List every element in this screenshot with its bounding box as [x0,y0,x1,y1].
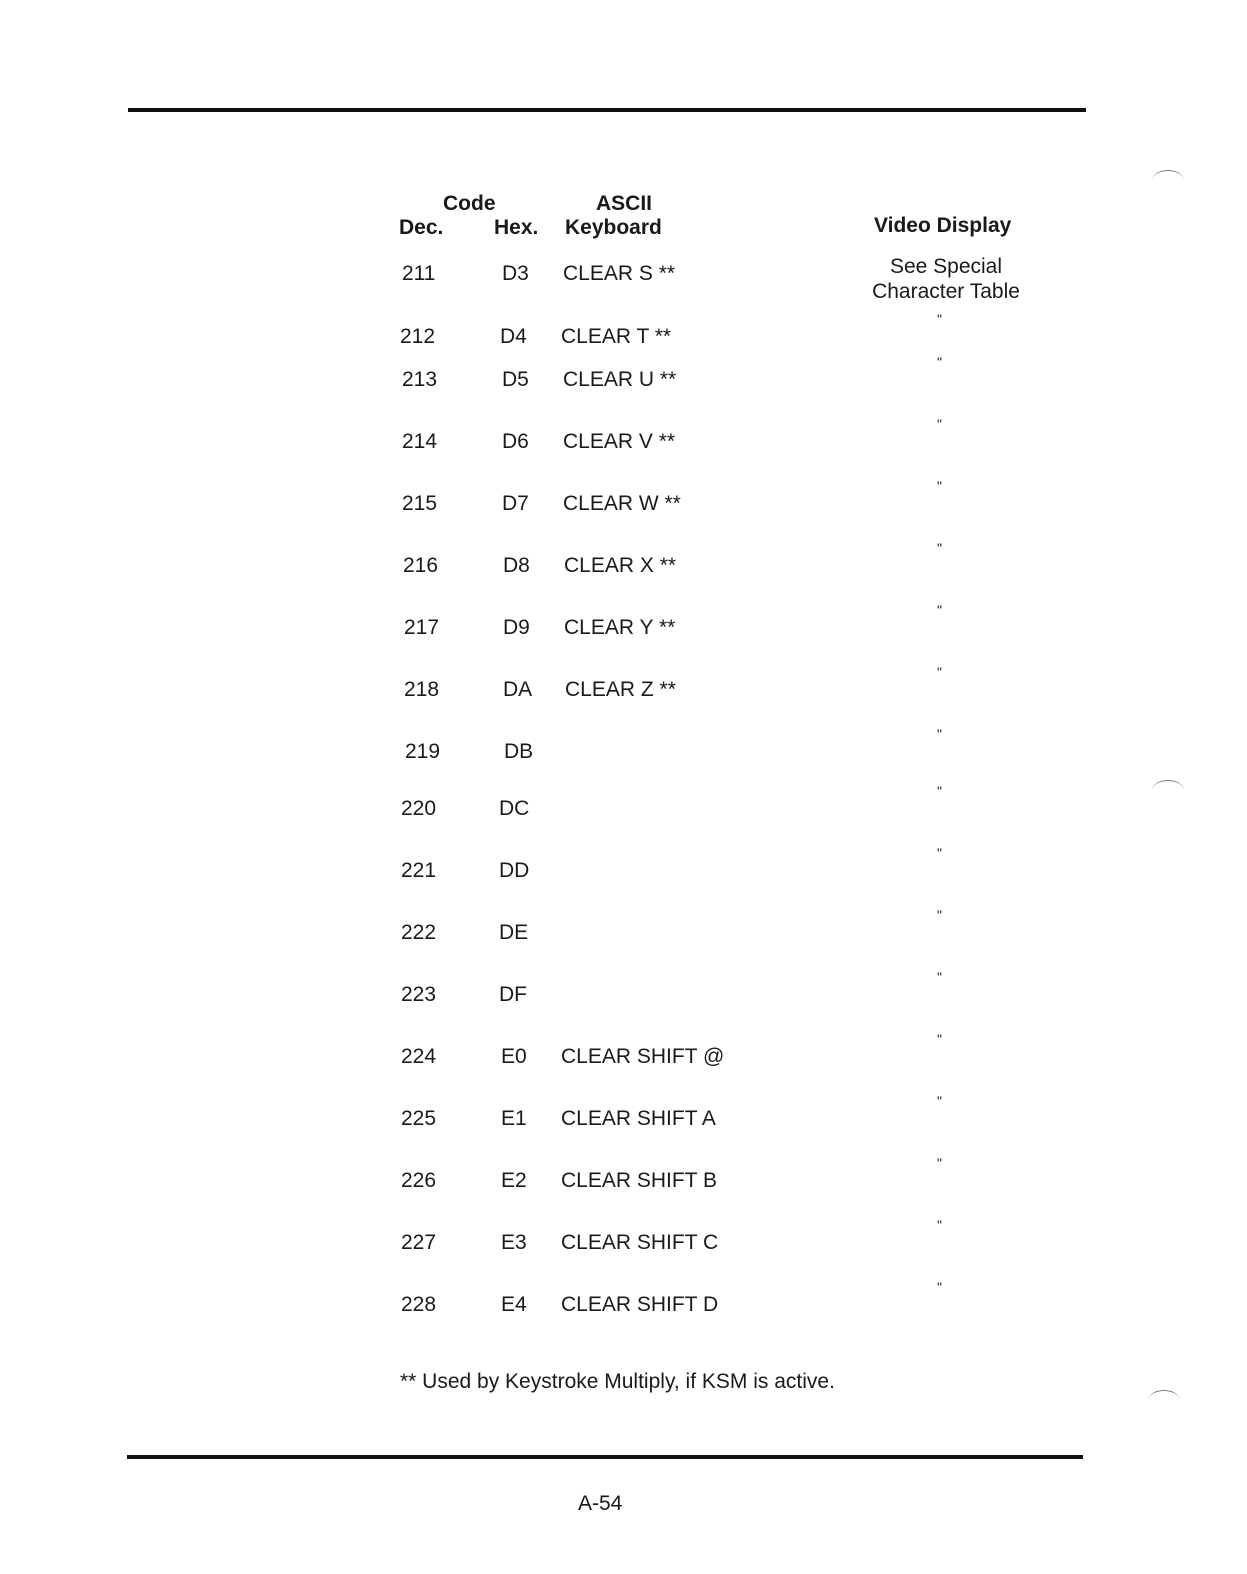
ditto-mark: " [937,540,942,556]
keyboard-cell: CLEAR SHIFT C [561,1231,719,1254]
dec-code-cell: 220 [401,797,437,820]
dec-code-cell: 225 [401,1107,437,1130]
dec-code-cell: 215 [402,492,438,515]
ditto-mark: " [937,602,942,618]
dec-code-cell: 227 [401,1231,437,1254]
keyboard-cell: CLEAR V ** [563,430,676,453]
hex-code-cell: D7 [502,492,529,515]
dec-code-cell: 219 [405,740,441,763]
dec-code-cell: 223 [401,983,437,1006]
dec-code-cell: 221 [401,859,437,882]
hex-code-cell: DE [499,921,529,944]
dec-code-cell: 216 [403,554,439,577]
ditto-mark: " [937,1279,942,1295]
dec-code-cell: 212 [400,325,436,348]
ditto-mark: " [937,1031,942,1047]
footnote: ** Used by Keystroke Multiply, if KSM is active. [400,1370,835,1393]
bottom-rule [127,1455,1083,1459]
dec-code-cell: 214 [402,430,438,453]
keyboard-cell: CLEAR Y ** [564,616,676,639]
ditto-mark: " [937,1093,942,1109]
keyboard-cell: CLEAR SHIFT @ [561,1045,725,1068]
hex-code-cell: DB [504,740,534,763]
page-number: A-54 [578,1492,623,1515]
ditto-mark: " [937,845,942,861]
ditto-mark: " [937,969,942,985]
ditto-mark: " [937,1217,942,1233]
dec-code-cell: 217 [404,616,440,639]
dec-code-cell: 213 [402,368,438,391]
hex-code-cell: D4 [500,325,527,348]
keyboard-cell: CLEAR X ** [564,554,677,577]
hex-code-cell: DD [499,859,530,882]
hex-code-cell: E4 [501,1293,527,1316]
dec-code-cell: 211 [402,262,436,285]
hex-code-cell: E1 [501,1107,527,1130]
dec-code-cell: 228 [401,1293,437,1316]
hex-code-cell: DA [503,678,533,701]
keyboard-cell: CLEAR W ** [563,492,681,515]
dec-header: Dec. [399,216,444,239]
video-display-header: Video Display [874,214,1012,237]
ascii-header: ASCII [596,192,653,215]
hex-code-cell: D8 [503,554,530,577]
ditto-mark: " [937,416,942,432]
hex-code-cell: D6 [502,430,529,453]
hex-code-cell: D9 [503,616,530,639]
ditto-mark: " [937,1155,942,1171]
ditto-mark: " [937,664,942,680]
ditto-mark: " [937,726,942,742]
dec-code-cell: 218 [404,678,440,701]
keyboard-cell: CLEAR SHIFT B [561,1169,717,1192]
hex-code-cell: DF [499,983,527,1006]
dec-code-cell: 222 [401,921,437,944]
ditto-mark: " [937,354,942,370]
ditto-mark: " [937,783,942,799]
ditto-mark: " [937,907,942,923]
video-display-cell: See Special Character Table [872,255,1020,303]
dec-code-cell: 226 [401,1169,437,1192]
margin-mark [1152,780,1184,801]
hex-code-cell: E0 [501,1045,527,1068]
keyboard-cell: CLEAR Z ** [565,678,676,701]
keyboard-cell: CLEAR U ** [563,368,677,391]
ditto-mark: " [937,478,942,494]
hex-header: Hex. [494,216,539,239]
dec-code-cell: 224 [401,1045,437,1068]
margin-mark [1152,170,1184,191]
keyboard-header: Keyboard [565,216,662,239]
margin-mark [1148,1390,1180,1411]
keyboard-cell: CLEAR SHIFT D [561,1293,719,1316]
hex-code-cell: DC [499,797,530,820]
ditto-mark: " [937,311,942,327]
hex-code-cell: E3 [501,1231,527,1254]
top-rule [128,108,1086,112]
hex-code-cell: E2 [501,1169,527,1192]
keyboard-cell: CLEAR T ** [561,325,672,348]
hex-code-cell: D5 [502,368,529,391]
keyboard-cell: CLEAR S ** [563,262,676,285]
code-header: Code [443,192,496,215]
keyboard-cell: CLEAR SHIFT A [561,1107,716,1130]
hex-code-cell: D3 [502,262,529,285]
